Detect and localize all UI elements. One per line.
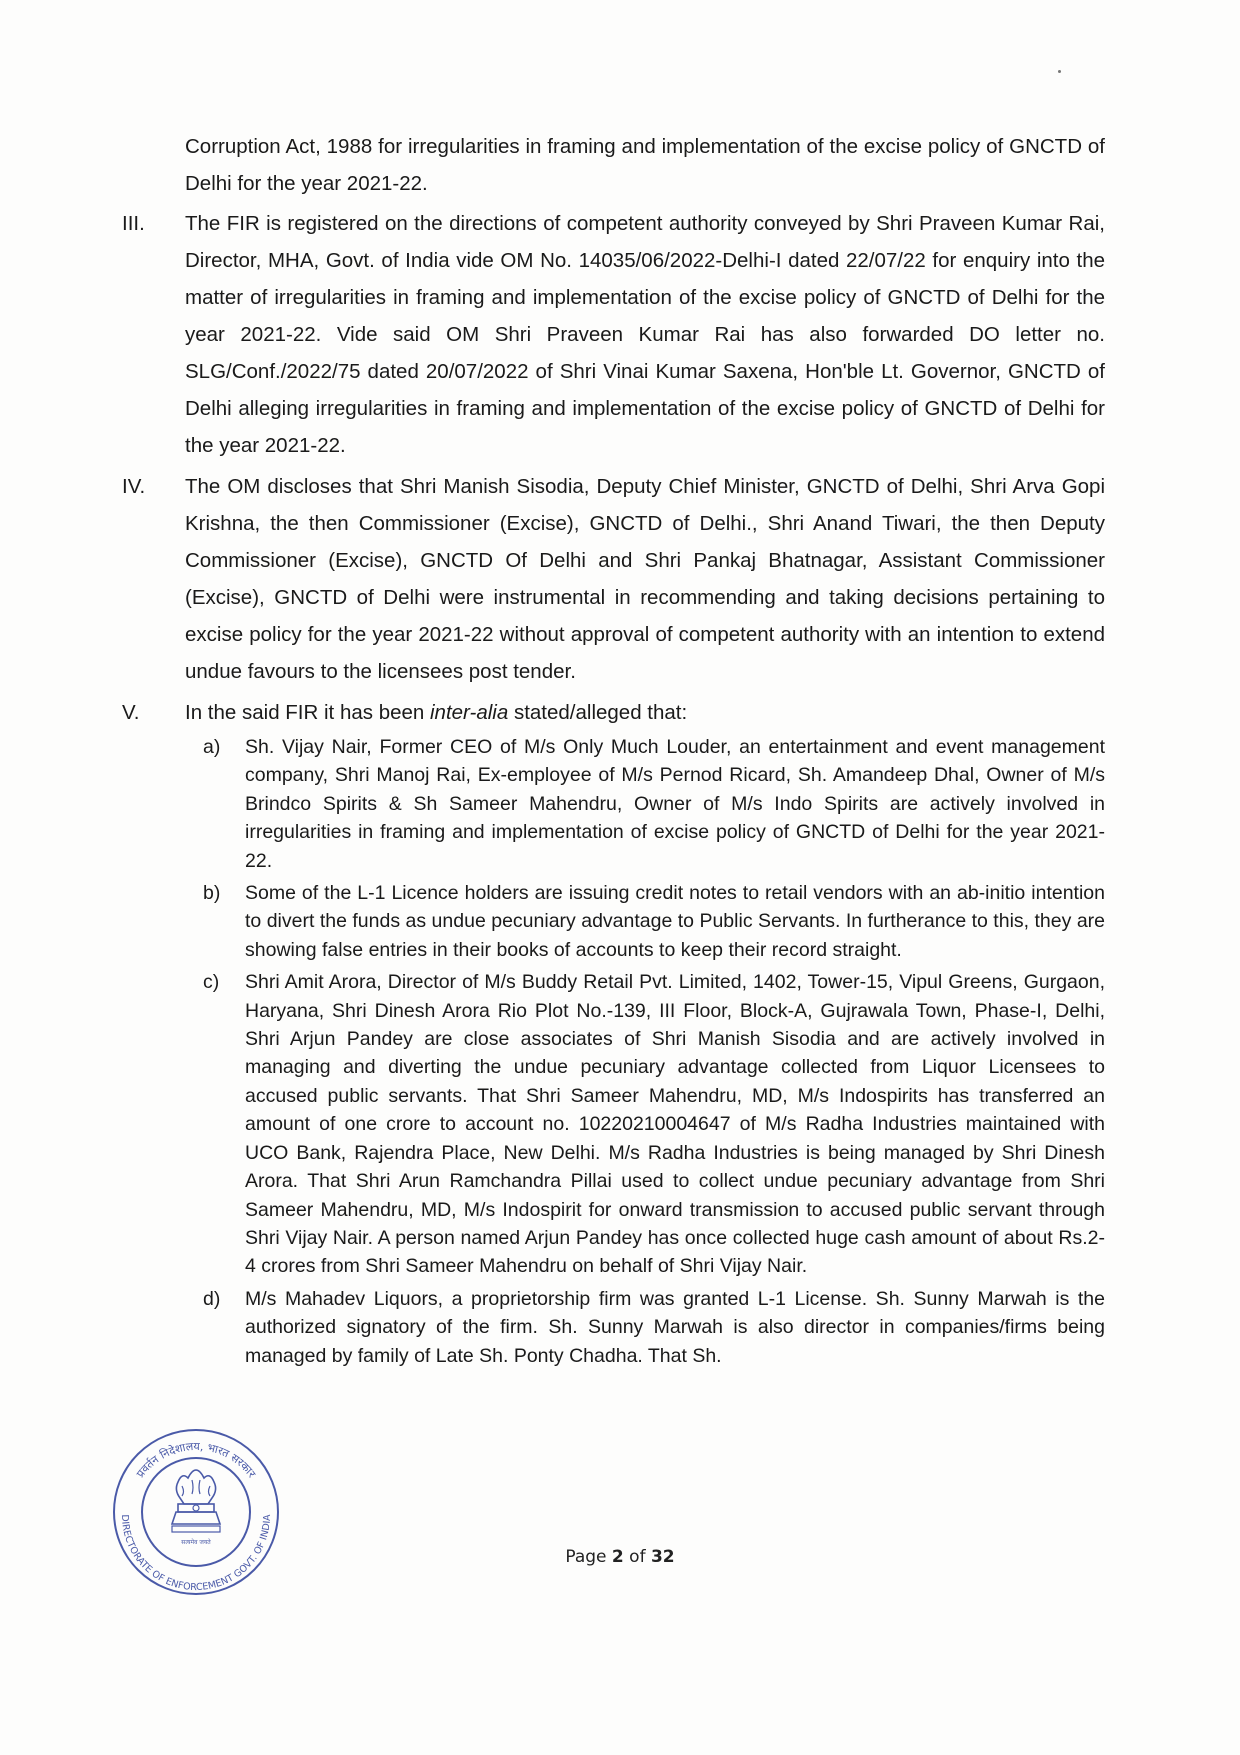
national-emblem-icon [172, 1470, 220, 1532]
sub-item-text: Sh. Vijay Nair, Former CEO of M/s Only Much Louder, an entertainment and event management company, Shri Manoj Rai, Ex-employee of M/s Pernod Ricard, Sh. Amandeep Dhal, Owner of M/s Brindco Spirits & Sh Sameer Mahendru, Owner of M/s Indo Spirits are actively involved in irregularities in framing and implementation of excise policy of GNCTD of Delhi for the year 2021-22. [245, 736, 1105, 872]
sub-item-text: M/s Mahadev Liquors, a proprietorship firm was granted L-1 License. Sh. Sunny Marwah is the authorized signatory of the firm. Sh. Sunny Marwah is also director in companies/firms being managed by family of Late Sh. Ponty Chadha. That Sh. [245, 1287, 1105, 1367]
item-v [120, 694, 1105, 1374]
page-word: Page [565, 1547, 607, 1567]
seal-bottom-text: DIRECTORATE OF ENFORCEMENT GOVT. OF INDIA [118, 1514, 274, 1594]
intro-before: In the said FIR it has been [185, 701, 430, 724]
sub-item-letter: d) [203, 1287, 221, 1310]
seal-motto: सत्यमेव जयते [181, 1539, 211, 1546]
intro-after: stated/alleged that: [508, 701, 688, 724]
of-word: of [629, 1547, 646, 1567]
scan-speck [1058, 70, 1061, 73]
sub-item-text: Some of the L-1 Licence holders are issuing credit notes to retail vendors with an ab-initio intention to divert the funds as undue pecuniary advantage to Public Servants. In furtherance to this, they are showing false entries in their books of accounts to keep their record straight. [245, 882, 1105, 961]
seal-top-text: प्रवर्तन निदेशालय, भारत सरकार [133, 1439, 259, 1481]
sub-item-letter: b) [203, 882, 221, 905]
item-iii [120, 205, 1105, 464]
intro-emphasis: inter-alia [430, 701, 509, 724]
item-number: V. [122, 701, 140, 724]
sub-item-c [185, 968, 1105, 1280]
official-seal-stamp [108, 1420, 284, 1596]
intro-continuation-paragraph: Corruption Act, 1988 for irregularities in framing and implementation of the excise policy of GNCTD of Delhi for the year 2021-22. [185, 135, 1105, 195]
page-footer [0, 1547, 1240, 1567]
sub-item-letter: a) [203, 736, 221, 758]
item-text: The OM discloses that Shri Manish Sisodia, Deputy Chief Minister, GNCTD of Delhi, Shri Arva Gopi Krishna, the then Commissioner (Excise), GNCTD of Delhi., Shri Anand Tiwari, the then Deputy Commissioner (Excise), GNCTD Of Delhi and Shri Pankaj Bhatnagar, Assistant Commissioner (Excise), GNCTD of Delhi were instrumental in recommending and taking decisions pertaining to excise policy for the year 2021-22 without approval of competent authority with an intention to extend undue favours to the licensees post tender. [185, 475, 1105, 683]
item-text-block [185, 694, 1105, 1374]
sub-item-letter: c) [203, 971, 220, 994]
sub-item-a [185, 733, 1105, 875]
item-intro-line [185, 694, 1105, 731]
item-text: The FIR is registered on the directions of competent authority conveyed by Shri Praveen Kumar Rai, Director, MHA, Govt. of India vide OM No. 14035/06/2022-Delhi-I dated 22/07/22 for enquiry into the matter of irregularities in framing and implementation of the excise policy of GNCTD of Delhi for the year 2021-22. Vide said OM Shri Praveen Kumar Rai has also forwarded DO letter no. SLG/Conf./2022/75 dated 20/07/2022 of Shri Vinai Kumar Saxena, Hon'ble Lt. Governor, GNCTD of Delhi alleging irregularities in framing and implementation of the excise policy of GNCTD of Delhi for the year 2021-22. [185, 212, 1105, 457]
sub-item-text: Shri Amit Arora, Director of M/s Buddy Retail Pvt. Limited, 1402, Tower-15, Vipul Greens, Gurgaon, Haryana, Shri Dinesh Arora Rio Plot No.-139, III Floor, Block-A, Gujrawala Town, Phase-I, Delhi, Shri Arjun Pandey are close associates of Shri Manish Sisodia and are actively involved in managing and diverting the undue pecuniary advantage collected from Liquor Licensees to accused public servants. That Shri Sameer Mahendru, MD, M/s Indospirits has transferred an amount of one crore to account no. 10220210004647 of M/s Radha Industries maintained with UCO Bank, Rajendra Place, New Delhi. M/s Radha Industries is being managed by Shri Dinesh Arora. That Shri Arun Ramchandra Pillai used to collect undue pecuniary advantage from Shri Sameer Mahendru, MD, M/s Indospirit for onward transmission to accused public servant through Shri Vijay Nair. A person named Arjun Pandey has once collected huge cash amount of about Rs.2-4 crores from Shri Sameer Mahendru on behalf of Shri Vijay Nair. [245, 971, 1105, 1278]
page-number: 2 [611, 1547, 624, 1567]
total-pages: 32 [650, 1547, 675, 1567]
sub-item-b [185, 879, 1105, 964]
item-number: IV. [122, 475, 146, 498]
sub-item-list [185, 733, 1105, 1370]
item-number: III. [122, 212, 145, 235]
sub-item-d [185, 1285, 1105, 1370]
document-body [120, 128, 1105, 1378]
item-iv [120, 468, 1105, 690]
